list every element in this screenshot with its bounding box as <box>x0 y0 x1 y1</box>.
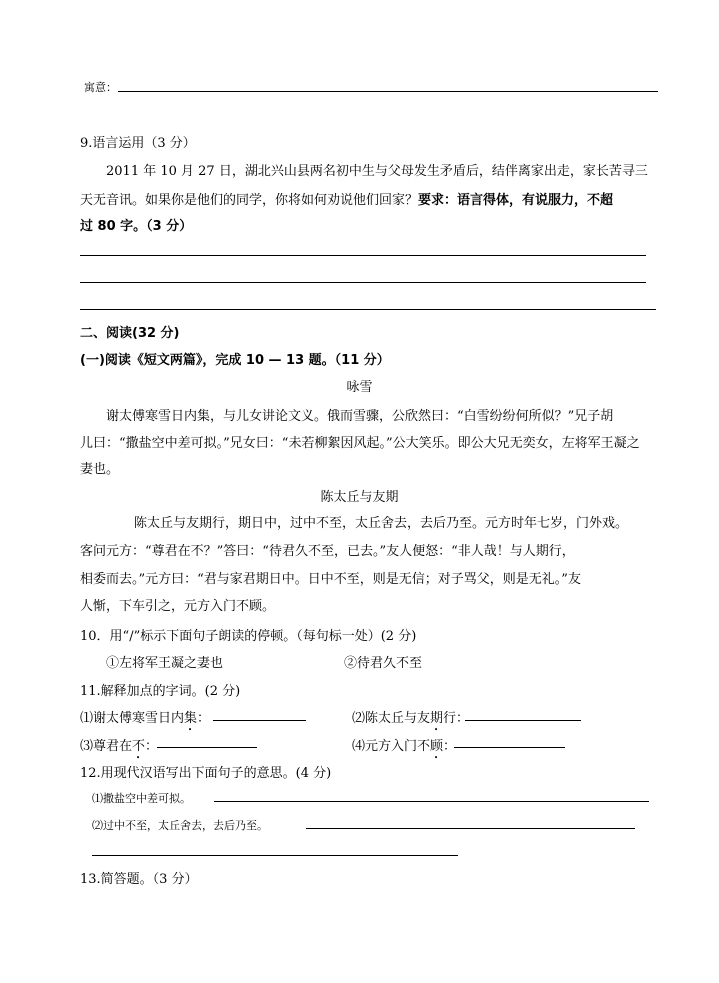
q9-text-line1: 2011 年 10 月 27 日，湖北兴山县两名初中生与父母发生矛盾后，结伴离家出走，家长苦寻三 <box>106 164 648 179</box>
q11-b-text: ⑵陈太丘与友 <box>352 711 431 726</box>
passage1-line3: 妻也。 <box>80 462 120 477</box>
q12-b-answer-line[interactable] <box>306 828 635 829</box>
moral-label: 寓意： <box>84 81 117 94</box>
passage1-title: 咏雪 <box>346 380 373 395</box>
q9-answer-line-3[interactable] <box>80 309 656 310</box>
q12-a-answer-line[interactable] <box>214 801 649 802</box>
passage2-line3: 相委而去。”元方曰：“君与家君期日中。日中不至，则是无信；对子骂父，则是无礼。”友 <box>80 572 581 587</box>
moral-answer-line[interactable] <box>118 91 658 92</box>
q11-a-text: ⑴谢太傅寒雪日内 <box>80 711 185 726</box>
q11-c-answer-line[interactable] <box>157 747 257 748</box>
passage2-line1: 陈太丘与友期行，期日中，过中不至，太丘舍去，去后乃至。元方时年七岁，门外戏。 <box>134 516 629 531</box>
q11-a-colon: ： <box>197 711 211 726</box>
q11-item-d <box>352 735 456 762</box>
q9-answer-line-1[interactable] <box>80 255 646 256</box>
passage1-line1: 谢太傅寒雪日内集，与儿女讲论文义。俄而雪骤，公欣然曰：“白雪纷纷何所似？”兄子胡 <box>106 409 614 424</box>
q11-heading: 11.解释加点的字词。(2 分) <box>80 684 241 699</box>
q11-a-dotted-char: 集 <box>184 711 198 726</box>
q9-answer-line-2[interactable] <box>80 282 646 283</box>
q10-heading: 10．用“/”标示下面句子朗读的停顿。（每句标一处）(2 分) <box>80 629 417 644</box>
q9-text-line2 <box>80 189 613 208</box>
q11-d-dotted-char: 顾 <box>430 739 444 754</box>
q9-heading: 9.语言运用（3 分） <box>80 136 196 151</box>
q12-item-a: ⑴撒盐空中差可拟。 <box>92 792 191 805</box>
q10-item-a: ①左将军王凝之妻也 <box>106 656 224 671</box>
q11-c-text: ⑶尊君在 <box>80 739 133 754</box>
q11-c-colon: ： <box>145 739 159 754</box>
q10-item-b: ②待君久不至 <box>344 656 423 671</box>
q9-requirement-text: 要求：语言得体，有说服力，不超 <box>418 193 614 208</box>
q11-item-c <box>80 735 158 762</box>
q12-b-answer-line-2[interactable] <box>92 855 458 856</box>
q11-d-colon: ： <box>443 739 457 754</box>
passage2-line4: 人惭，下车引之，元方入门不顾。 <box>80 599 276 614</box>
q12-item-b: ⑵过中不至，太丘舍去，去后乃至。 <box>92 819 268 832</box>
passage2-line2: 客问元方：“尊君在不？”答曰：“待君久不至，已去。”友人便怒：“非人哉！与人期行， <box>80 544 575 559</box>
q11-b-colon: 行： <box>443 711 470 726</box>
q11-b-dotted-char: 期 <box>430 711 444 726</box>
section2-heading: 二、阅读(32 分) <box>80 326 180 341</box>
passage2-title: 陈太丘与友期 <box>320 490 399 505</box>
q11-item-a <box>80 707 210 734</box>
q11-c-dotted-char: 不 <box>132 739 146 754</box>
q11-d-text: ⑷元方入门不 <box>352 739 431 754</box>
q11-d-answer-line[interactable] <box>454 747 565 748</box>
q9-text-line3: 过 80 字。（3 分） <box>80 219 193 234</box>
q13-heading: 13.简答题。（3 分） <box>80 872 198 887</box>
q11-item-b <box>352 707 469 734</box>
q11-b-answer-line[interactable] <box>465 720 581 721</box>
section2-subheading: (一)阅读《短文两篇》，完成 10 — 13 题。（11 分） <box>80 353 390 368</box>
q11-a-answer-line[interactable] <box>213 720 306 721</box>
passage1-line2: 儿曰：“撒盐空中差可拟。”兄女曰：“未若柳絮因风起。”公大笑乐。即公大兄无奕女，左将军王凝之 <box>80 436 640 451</box>
q12-heading: 12.用现代汉语写出下面句子的意思。(4 分) <box>80 766 332 781</box>
q9-scenario-text: 天无音讯。如果你是他们的同学，你将如何劝说他们回家？ <box>80 193 419 208</box>
